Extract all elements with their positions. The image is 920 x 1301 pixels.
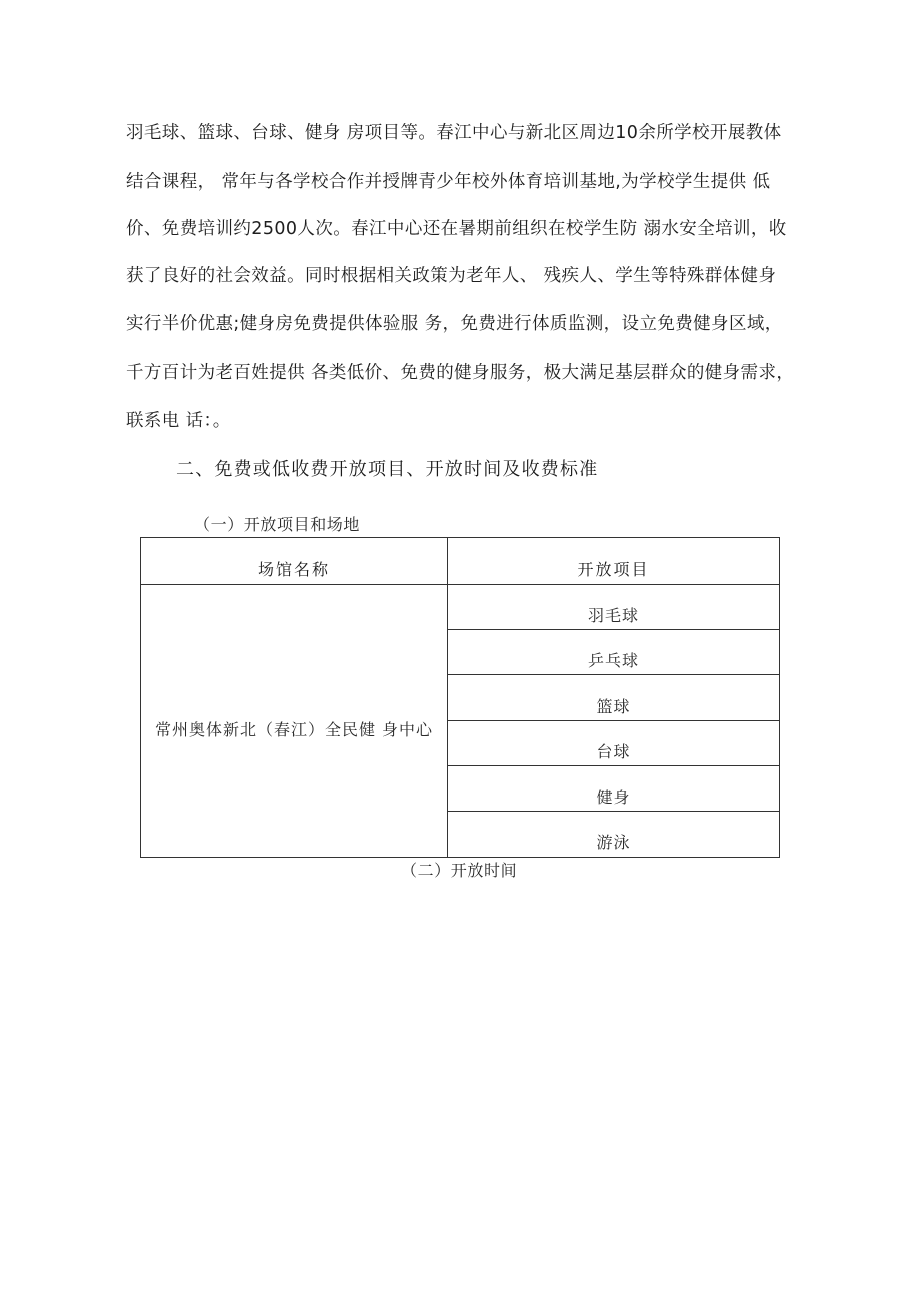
table-row-item: 乒乓球 bbox=[448, 630, 779, 675]
paragraph-line: 千方百计为老百姓提供 各类低价、免费的健身服务，极大满足基层群众的健身需求， bbox=[126, 363, 795, 383]
venue-name-text: 常州奥体新北（春江）全民健 身中心 bbox=[154, 720, 434, 739]
paragraph-line: 获了良好的社会效益。同时根据相关政策为老年人、 残疾人、学生等特殊群体健身 bbox=[126, 266, 777, 286]
venue-table bbox=[140, 537, 780, 858]
paragraph-line: 价、免费培训约2500人次。春江中心还在暑期前组织在校学生防 溺水安全培训，收 bbox=[126, 219, 787, 239]
paragraph-line: 实行半价优惠;健身房免费提供体验服 务，免费进行体质监测，设立免费健身区域， bbox=[126, 314, 783, 334]
table-row-item: 篮球 bbox=[448, 676, 779, 721]
column-header-open-items: 开放项目 bbox=[577, 560, 650, 579]
subsection-heading-open-hours: （二）开放时间 bbox=[401, 861, 518, 880]
table-row-item: 游泳 bbox=[596, 833, 631, 852]
column-header-venue-name: 场馆名称 bbox=[257, 560, 330, 579]
venue-name-cell bbox=[141, 585, 447, 857]
paragraph-line: 联系电 话：。 bbox=[126, 411, 231, 431]
table-row-item: 台球 bbox=[448, 721, 779, 766]
table-header-row bbox=[141, 538, 779, 585]
section-heading: 二、免费或低收费开放项目、开放时间及收费标准 bbox=[176, 459, 599, 480]
table-row-item: 健身 bbox=[448, 767, 779, 812]
paragraph-line: 羽毛球、篮球、台球、健身 房项目等。春江中心与新北区周边10余所学校开展教体 bbox=[126, 123, 782, 143]
table-row-item: 羽毛球 bbox=[448, 585, 779, 630]
subsection-heading-open-items: （一）开放项目和场地 bbox=[194, 515, 361, 534]
paragraph-line: 结合课程， 常年与各学校合作并授牌青少年校外体育培训基地,为学校学生提供 低 bbox=[126, 172, 771, 192]
